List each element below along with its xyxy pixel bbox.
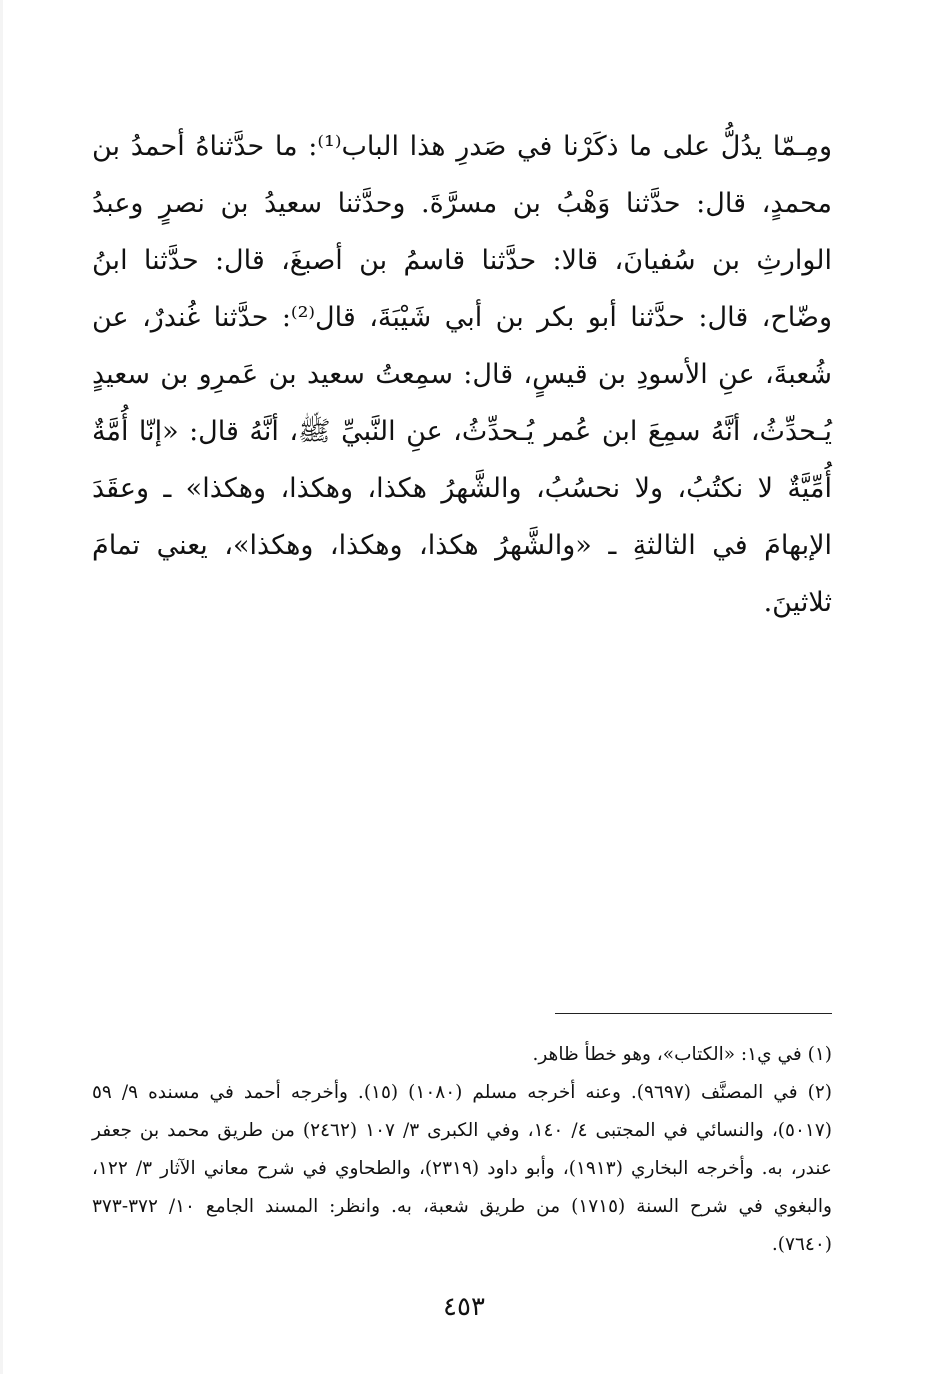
footnote-1	[92, 1036, 832, 1074]
page-number: ٤٥٣	[443, 1292, 485, 1322]
footnote-2	[92, 1074, 832, 1264]
footnote-1-text: في ي١: «الكتاب»، وهو خطأ ظاهر.	[532, 1044, 802, 1065]
main-text-block	[92, 118, 832, 631]
footnote-2-text: في المصنَّف (٩٦٩٧). وعنه أخرجه مسلم (١٠٨٠) (١٥). وأخرجه أحمد في مسنده ٩/ ٥٩ (٥٠١٧)، والنسائي في المجتبى ٤/ ١٤٠، وفي الكبرى ٣/ ١٠٧ (٢٤٦٢) من طريق محمد بن جعفر عندر، به. وأخرجه البخاري (١٩١٣)، وأبو داود (٢٣١٩)، والطحاوي في شرح معاني الآثار ٣/ ١٢٢، والبغوي في شرح السنة (١٧١٥) من طريق شعبة، به. وانظر: المسند الجامع ١٠/ ٣٧٢-٣٧٣ (٧٦٤٠).	[92, 1082, 832, 1255]
footnote-separator	[555, 1013, 832, 1014]
footnote-2-number: (٢)	[807, 1082, 832, 1103]
scan-edge	[0, 0, 3, 1374]
main-paragraph: ومِـمّا يدُلُّ على ما ذكَرْنا في صَدرِ هذا الباب⁽¹⁾: ما حدَّثناهُ أحمدُ بن محمدٍ، قال: حدَّثنا وَهْبُ بن مسرَّةَ. وحدَّثنا سعيدُ بن نصرٍ وعبدُ الوارثِ بن سُفيانَ، قالا: حدَّثنا قاسمُ بن أصبغَ، قال: حدَّثنا ابنُ وضّاح، قال: حدَّثنا أبو بكر بن أبي شَيْبَةَ، قال⁽²⁾: حدَّثنا غُندرٌ، عن شُعبةَ، عنِ الأسودِ بن قيسٍ، قال: سمِعتُ سعيد بن عَمرِو بن سعيدٍ يُـحدِّثُ، أنَّهُ سمِعَ ابن عُمر يُـحدِّثُ، عنِ النَّبيِّ ﷺ، أنَّهُ قال: «إنّا أُمَّةٌ أُمِّيَّةٌ لا نكتُبُ، ولا نحسُبُ، والشَّهرُ هكذا، وهكذا، وهكذا» ـ وعقَدَ الإبهامَ في الثالثةِ ـ «والشَّهرُ هكذا، وهكذا، وهكذا»، يعني تمامَ ثلاثينَ.	[92, 131, 832, 618]
footnote-1-number: (١)	[807, 1044, 832, 1065]
footnotes-block	[92, 1036, 832, 1264]
